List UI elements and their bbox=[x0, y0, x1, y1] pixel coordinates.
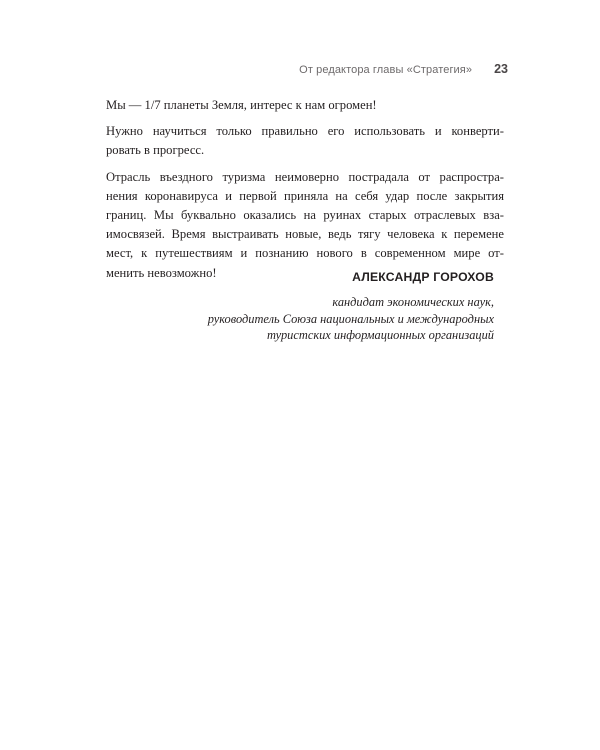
text-line: Нужно научиться только правильно его использовать и конверти- bbox=[106, 124, 504, 139]
running-header bbox=[299, 62, 508, 76]
text-line: Отрасль въездного туризма неимоверно пострадала от распростра- bbox=[106, 169, 504, 184]
author-title-line: туристских информационных организаций bbox=[267, 328, 494, 342]
text-line: мест, к путешествиям и познанию нового в современном мире от- bbox=[106, 246, 504, 261]
text-line: менить невозможно! bbox=[106, 265, 217, 280]
author-title bbox=[96, 294, 494, 344]
text-line: имосвязей. Время выстраивать новые, ведь тягу человека к перемене bbox=[106, 227, 504, 242]
author-title-line: кандидат экономических наук, bbox=[332, 295, 494, 309]
text-line: границ. Мы буквально оказались на руинах старых отраслевых вза- bbox=[106, 208, 504, 223]
page-number: 23 bbox=[494, 62, 508, 76]
signature-block bbox=[96, 270, 494, 344]
paragraph bbox=[106, 122, 504, 160]
text-line: нения коронавируса и первой приняла на себя удар после закрытия bbox=[106, 188, 504, 203]
author-name: АЛЕКСАНДР ГОРОХОВ bbox=[352, 270, 494, 284]
running-title: От редактора главы «Стратегия» bbox=[299, 64, 473, 76]
paragraph bbox=[106, 96, 504, 115]
author-title-line: руководитель Союза национальных и международных bbox=[207, 311, 494, 326]
text-line: Мы — 1/7 планеты Земля, интерес к нам огромен! bbox=[106, 98, 377, 112]
text-line: ровать в прогресс. bbox=[106, 143, 205, 158]
paragraph bbox=[106, 168, 504, 283]
body-text bbox=[106, 96, 504, 290]
